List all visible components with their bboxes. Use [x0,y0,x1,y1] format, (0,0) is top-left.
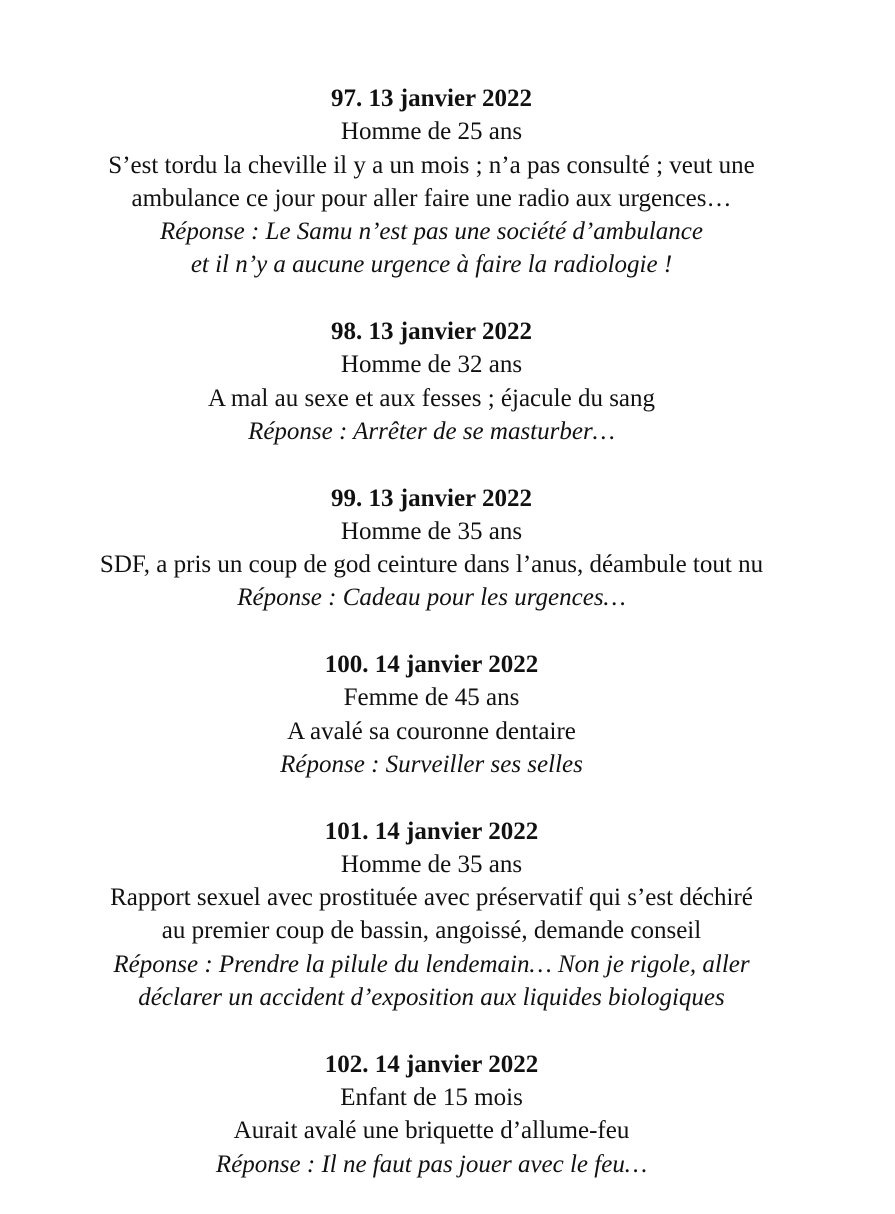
entry-description-line: au premier coup de bassin, angoissé, demande conseil [161,917,702,945]
entry-100 [0,648,863,781]
entry-description-line: SDF, a pris un coup de god ceinture dans l’anus, déambule tout nu [99,551,764,579]
entry-answer-line: Réponse : Prendre la pilule du lendemain… Non je rigole, aller [113,950,750,978]
entry-answer-line: Réponse : Le Samu n’est pas une société d’ambulance [160,218,703,246]
entry-title: 99. 13 janvier 2022 [331,484,532,512]
entry-answer-line: et il n’y a aucune urgence à faire la radiologie ! [190,251,673,279]
entry-101 [0,815,863,1015]
entry-99 [0,482,863,615]
entry-title: 102. 14 janvier 2022 [324,1050,539,1078]
entry-answer-line: Réponse : Surveiller ses selles [280,750,583,778]
entry-title: 97. 13 janvier 2022 [331,85,532,112]
entry-answer-line: Réponse : Arrêter de se masturber… [248,417,615,445]
entry-97 [0,82,863,282]
entry-description-line: ambulance ce jour pour aller faire une radio aux urgences… [131,184,732,212]
entry-title: 98. 13 janvier 2022 [331,318,532,346]
entry-title: 101. 14 janvier 2022 [324,817,539,845]
entry-title: 100. 14 janvier 2022 [324,651,539,679]
entry-patient: Homme de 32 ans [340,351,523,379]
entry-answer-line: Réponse : Il ne faut pas jouer avec le feu… [215,1150,648,1178]
entry-patient: Homme de 35 ans [340,850,523,878]
entry-answer-line: Réponse : Cadeau pour les urgences… [237,584,626,612]
entry-answer-line: déclarer un accident d’exposition aux liquides biologiques [138,984,725,1012]
entry-description-line: Aurait avalé une briquette d’allume-feu [233,1117,630,1145]
entry-98 [0,315,863,448]
entry-patient: Femme de 45 ans [343,684,520,712]
entry-102 [0,1048,863,1181]
entry-description-line: S’est tordu la cheville il y a un mois ; n’a pas consulté ; veut une [108,151,755,179]
entry-patient: Homme de 25 ans [340,118,523,146]
entry-description-line: A mal au sexe et aux fesses ; éjacule du sang [207,384,656,412]
entry-description-line: A avalé sa couronne dentaire [287,717,576,745]
entry-description-line: Rapport sexuel avec prostituée avec préservatif qui s’est déchiré [110,884,753,912]
entry-patient: Homme de 35 ans [340,517,523,545]
entry-patient: Enfant de 15 mois [340,1083,523,1111]
page-body [0,82,863,1214]
